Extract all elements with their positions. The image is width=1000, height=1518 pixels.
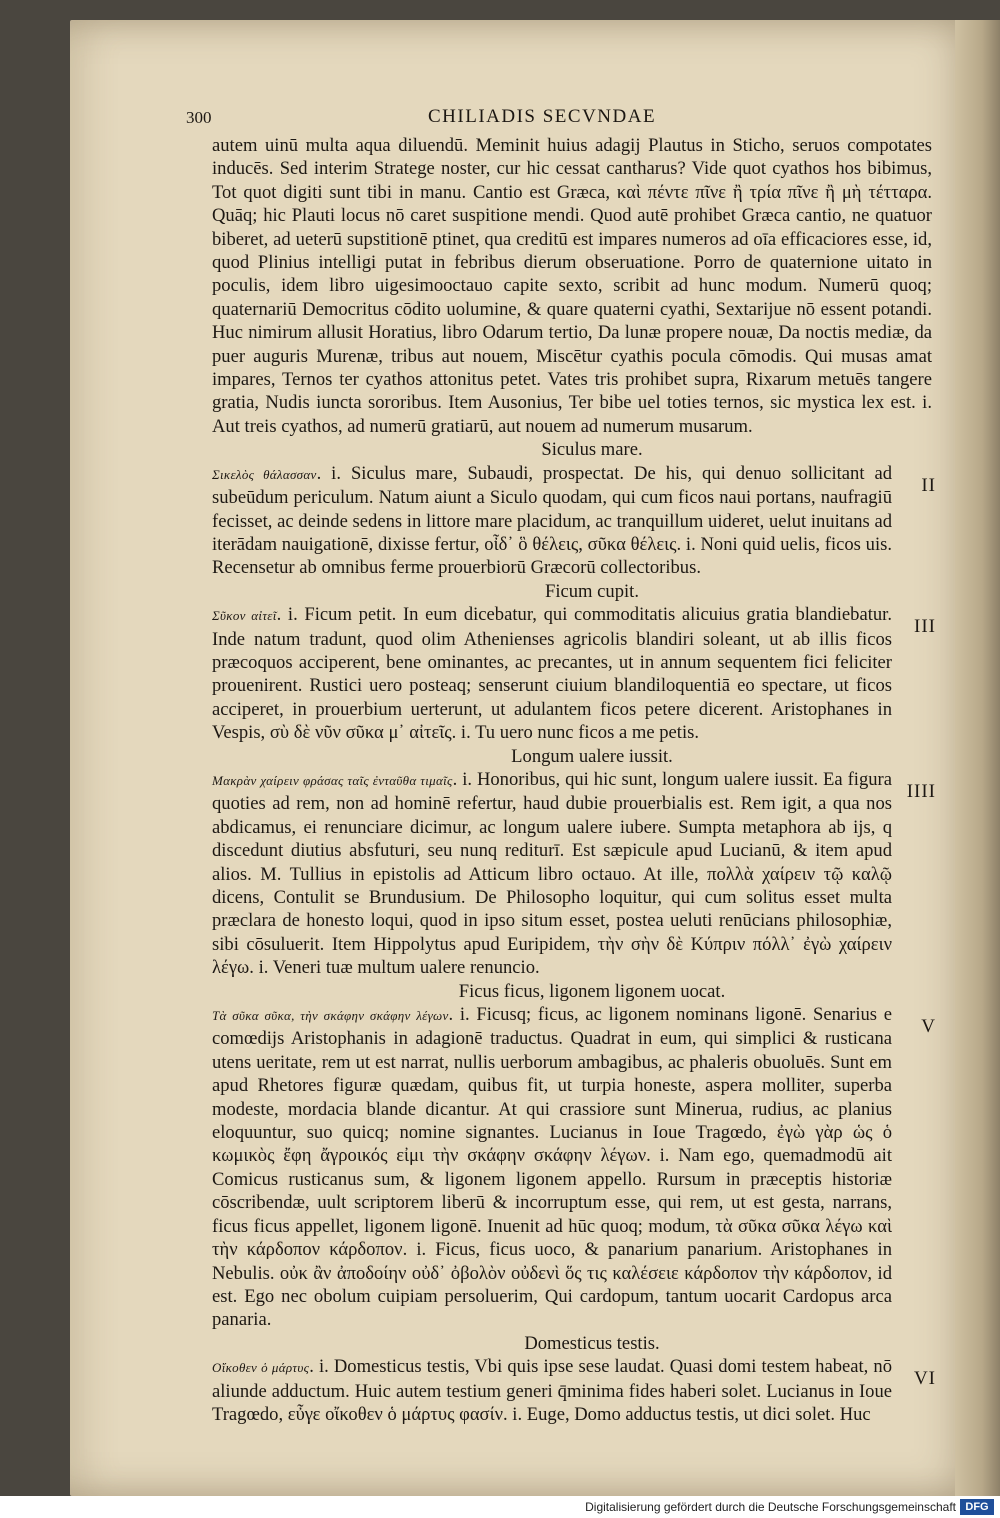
running-title: CHILIADIS SECVNDAE (428, 106, 657, 127)
folio-number: 300 (186, 108, 212, 127)
adage-greek: Μακρὰν χαίρειν φράσας ταῖς ἐνταῦθα τιμαῖς (212, 772, 453, 788)
adage-heading: Domesticus testis. (524, 1332, 660, 1354)
adage-greek: Σικελὸς θάλασσαν (212, 466, 317, 482)
adage-number: II (921, 474, 936, 496)
adage-heading: Longum ualere iussit. (511, 745, 673, 767)
adage-entry (212, 768, 936, 980)
running-head (170, 104, 950, 134)
adage-text: . i. Domesticus testis, Vbi quis ipse sese laudat. Quasi domi testem habeat, nō aliunde adductum. Huic autem testium generi q̄minima fides haberi solet. Lucianus in Ioue Tragœdo, εὖγε οἴκοθεν ὁ μάρτυς φασίν. i. Euge, Domo adductus testis, ut dici solet. Huc (212, 1356, 892, 1425)
adage-number: VI (913, 1368, 936, 1390)
adage-greek: Τὰ σῦκα σῦκα, τὴν σκάφην σκάφην λέγων (212, 1008, 449, 1024)
adage-number: III (914, 616, 936, 638)
adage-text: . i. Ficusq; ficus, ac ligonem nominans ligonē. Senarius e comœdijs Aristophanis in adagionē traductus. Quadrat in eum, qui simplici & rusticana utens ueritate, rem ut est narrat, nullis uerborum ambagibus, ac phaleris obuoluēs. Sunt em apud Rhetores figuræ quædam, quibus fit, ut turpia honeste, aspera molliter, superba modeste, mordacia blande dicantur. At qui crassiore sunt Minerua, rudius, ac planius eloquuntur, suo quicq; nomine signantes. Lucianus in Ioue Tragœdo, ἐγὼ γὰρ ὡς ὁ κωμικὸς ἔφη ἄγροικός εἰμι τὴν σκάφην σκάφην λέγων. i. Nam ego, quemadmodū ait Comicus rusticanus sum, & ligonem ligonem appello. Rursum in præceptis historiæ cōscribendæ, uult scriptorem liberū & incorruptum esse, qui rem, ut est gesta, narrans, ficus ficus appellet, ligonem ligonē. Inuenit ad hūc quoq; modum, τὰ σῦκα σῦκα λέγω καὶ τὴν κάρδοπον κάρδοπον. i. Ficus, ficus uoco, & panarium panarium. Aristophanes in Nebulis. οὐκ ἂν ἀποδοίην οὐδ᾽ ὀβολὸν οὐδενὶ ὅς τις καλέσειε κάρδοπον τὴν κάρδοπον, id est. Ego nec obolum cuipiam persoluerim, Qui cardopum, tantum uocarit Cardopus arca panaria. (212, 1004, 892, 1331)
adage-number: IIII (906, 780, 936, 802)
adage-greek: Σῦκον αἰτεῖ (212, 608, 277, 624)
adage-heading: Ficus ficus, ligonem ligonem uocat. (458, 980, 726, 1002)
main-text-block (212, 134, 936, 1426)
adage-text: . i. Honoribus, qui hic sunt, longum ualere iussit. Ea figura quoties ad rem, non ad hominē refertur, haud dubie prouerbialis est. Rem igit, a qua nos abdicamus, ei renunciare dicimur, ac longum ualere iubere. Sumpta metaphora ab ijs, q discedunt diutius absfuturi, seu nunq rediturī. Est sæpicule apud Lucianū, & item apud alios. M. Tullius in epistolis ad Atticum libro octauo. At ille, πολλὰ χαίρειν τῷ καλῷ dicens, Contulit se Brundusium. De Philosopho loquitur, qui cum solitus esset multa præclara de honesto loqui, quod in ipso situm esset, postea ueluti renūcians philosophiæ, sibi cōsuluerit. Item Hippolytus apud Euripidem, τὴν σὴν δὲ Κύπριν πόλλ᾽ ἐγὼ χαίρειν λέγω. i. Veneri tuæ multum ualere renuncio. (212, 768, 892, 979)
dfg-logo: DFG (960, 1499, 994, 1515)
adage-number: V (921, 1016, 936, 1038)
funding-credit: Digitalisierung gefördert durch die Deutsche Forschungsgemeinschaft (585, 1500, 956, 1514)
adage-heading: Ficum cupit. (545, 580, 639, 602)
digitization-footer (0, 1496, 1000, 1518)
adage-text: . i. Siculus mare, Subaudi, prospectat. De his, qui denuo sollicitant ad subeūdum periculum. Natum aiunt a Siculo quodam, qui cum ficos naui portans, naufragiū fecisset, ac deinde sedens in littore mare placidum, ac tranquillum uideret, uelut inuitans ad iterādam nauigationē, dixisse fertur, οἶδ᾽ ὃ θέλεις, σῦκα θέλεις. i. Noni quid uelis, ficos uis. Recensetur ab omnibus ferme prouerbiorū Græcorū collectoribus. (212, 462, 893, 579)
adage-heading: Siculus mare. (541, 439, 643, 461)
adage-entry (212, 1355, 936, 1426)
adage-greek: Οἴκοθεν ὁ μάρτυς (212, 1360, 310, 1376)
adage-entry (212, 462, 936, 580)
adage-entry (212, 1003, 936, 1332)
adage-entry (212, 603, 936, 744)
adage-text: . i. Ficum petit. In eum dicebatur, qui commoditatis alicuius gratia blandiebatur. Inde natum tradunt, quod olim Athenienses agricolis blandiri soleant, ut ab illis ficos præcoquos acciperent, bene ominantes, ac precantes, ut in annum sequentem fici feliciter prouenirent. Rustici uero posteaq; senserunt ciuium blandiloquentiā eo spectare, ut ficos acciperet, in prouerbium uerterunt, ut adulantem ficos petere dicerent. Aristophanes in Vespis, σὺ δὲ νῦν σῦκα μ᾽ αἰτεῖς. i. Tu uero nunc ficos a me petis. (212, 604, 892, 744)
page-gutter-edge (955, 20, 1000, 1496)
opening-paragraph: autem uinū multa aqua diluendū. Meminit huius adagij Plautus in Sticho, seruos compotates inducēs. Sed interim Stratege noster, cur hic cessat cantharus? Vide quot cyathos hos bibimus, Tot quot digiti sunt tibi in manu. Cantio est Græca, καὶ πέντε πῖνε ἢ τρία πῖνε ἢ μὴ τέτταρα. Quāq; hic Plauti locus nō caret suspitione mendi. Quod autē prohibet Græca cantio, ne quatuor biberet, ad ueterū supstitionē ptinet, qua creditū est impares numeros ad oīa efficaciores esse, id, quod Plinius intelligi putat in febribus dierum obseruatione. Porro de quaternione uitato in poculis, idem libro uigesimooctauo capite sexto, scribit ad hunc modum. Numerū quoq; quaternariū Democritus cōdito uolumine, & quare quaterni cyathi, Sextarijue nō essent potandi. Huc nimirum allusit Horatius, libro Odarum tertio, Da lunæ propere nouæ, Da noctis mediæ, da puer auguris Murenæ, tribus aut nouem, Miscētur cyathis pocula cōmodis. Qui musas amat impares, Ternos ter cyathos attonitus petet. Vates tris prohibet supra, Rixarum metuēs tangere gratia, Nudis iuncta sororibus. Item Ausonius, Ter bibe uel toties ternos, sic mystica lex est. i. Aut treis cyathos, ad numerū gratiarū, aut nouem ad numerum musarum. (212, 135, 932, 437)
